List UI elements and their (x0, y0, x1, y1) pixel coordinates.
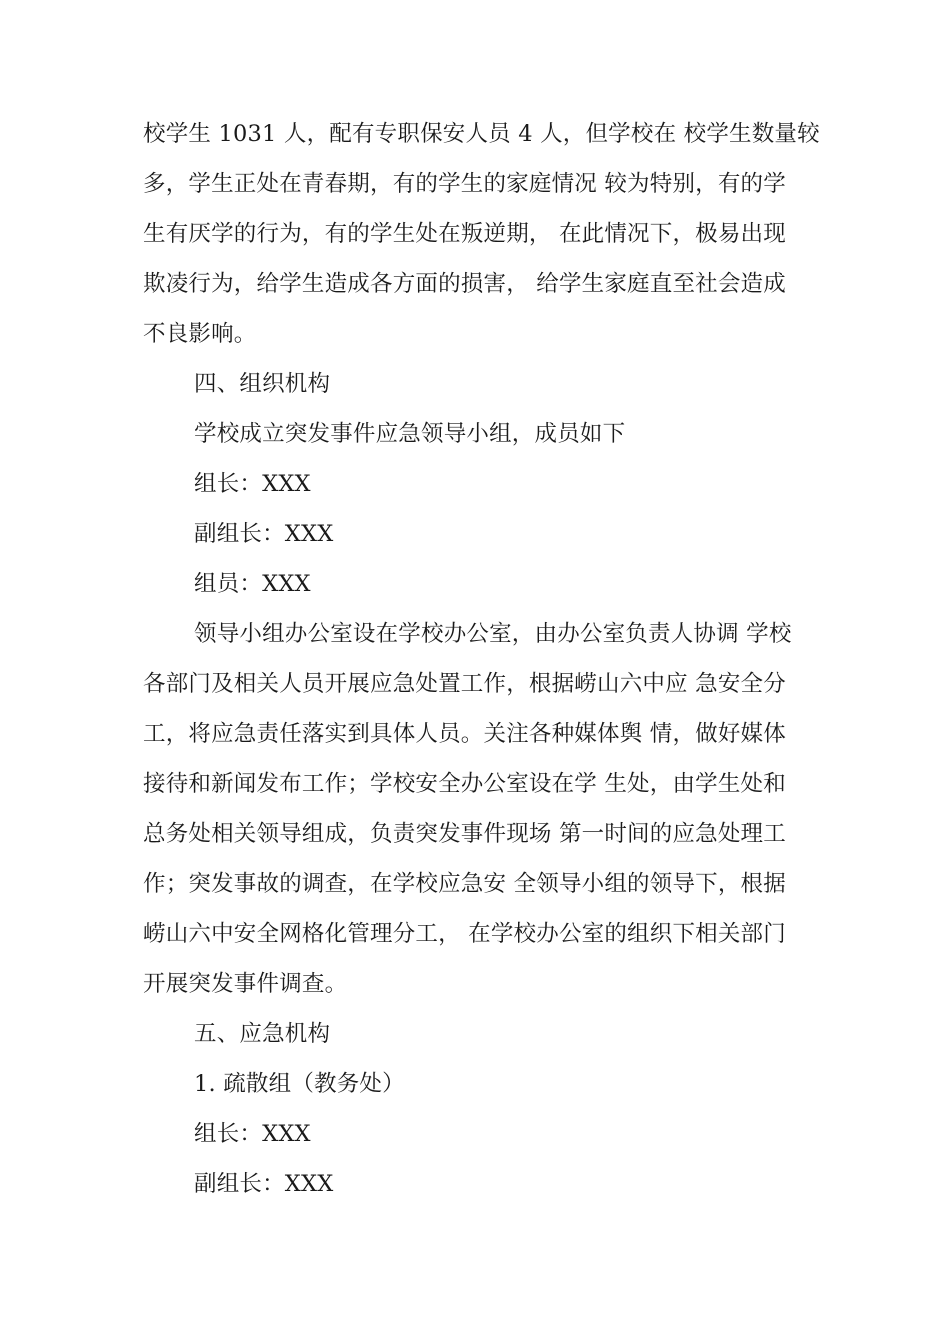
text-line: 校学生 1031 人，配有专职保安人员 4 人，但学校在 校学生数量较 (143, 121, 820, 147)
section-heading: 五、应急机构 (194, 1021, 331, 1047)
text-line: 学校成立突发事件应急领导小组，成员如下 (194, 421, 626, 447)
section-heading: 四、组织机构 (194, 371, 331, 397)
text-line: 崂山六中安全网格化管理分工， 在学校办公室的组织下相关部门 (143, 921, 786, 947)
text-line: 副组长：XXX (194, 521, 334, 547)
text-line: 总务处相关领导组成，负责突发事件现场 第一时间的应急处理工 (143, 821, 786, 847)
text-line: 作；突发事故的调查，在学校应急安 全领导小组的领导下，根据 (143, 871, 786, 897)
subsection-heading: 1. 疏散组（教务处） (194, 1071, 405, 1097)
text-line: 组长：XXX (194, 471, 311, 497)
text-line: 各部门及相关人员开展应急处置工作，根据崂山六中应 急安全分 (143, 671, 786, 697)
text-line: 开展突发事件调查。 (143, 971, 348, 997)
text-line: 工，将应急责任落实到具体人员。关注各种媒体舆 情，做好媒体 (143, 721, 786, 747)
text-line: 领导小组办公室设在学校办公室，由办公室负责人协调 学校 (194, 621, 792, 647)
text-line: 多，学生正处在青春期，有的学生的家庭情况 较为特别，有的学 (143, 171, 786, 197)
text-line: 欺凌行为，给学生造成各方面的损害， 给学生家庭直至社会造成 (143, 271, 786, 297)
text-line: 组员：XXX (194, 571, 311, 597)
text-line: 不良影响。 (143, 321, 257, 347)
text-line: 接待和新闻发布工作；学校安全办公室设在学 生处，由学生处和 (143, 771, 786, 797)
text-line: 组长：XXX (194, 1121, 311, 1147)
text-line: 副组长：XXX (194, 1171, 334, 1197)
text-line: 生有厌学的行为，有的学生处在叛逆期， 在此情况下，极易出现 (143, 221, 786, 247)
